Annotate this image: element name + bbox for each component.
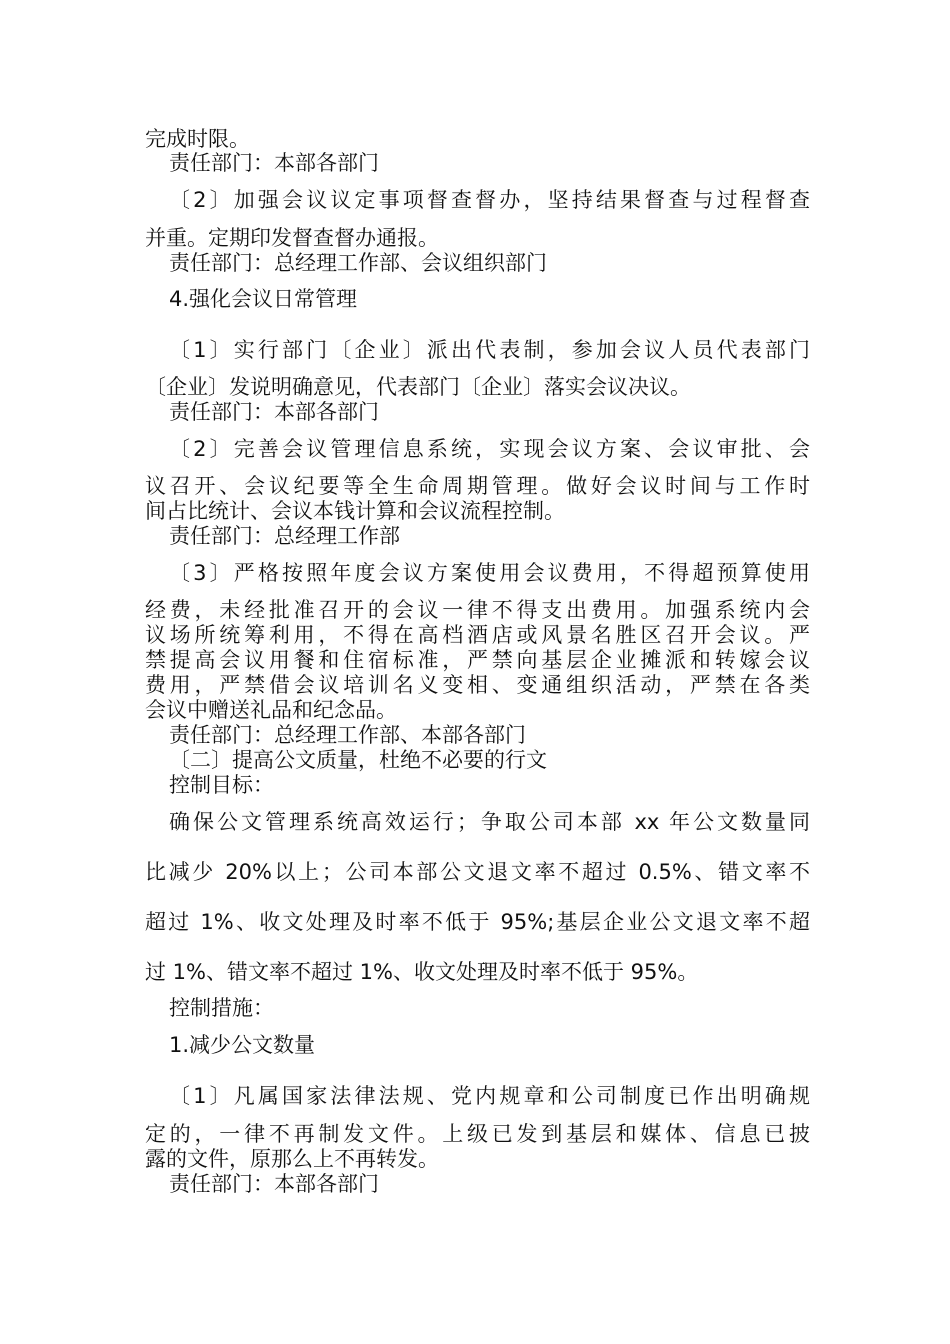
text-line: 控制目标： [169,773,274,797]
text-line: 议场所统筹利用，不得在高档酒店或风景名胜区召开会议。严 [145,623,810,647]
text-line: 〔1〕凡属国家法律法规、党内规章和公司制度已作出明确规 [169,1084,810,1108]
text-line: 控制措施： [169,996,274,1020]
text-line: 间占比统计、会议本钱计算和会议流程控制。 [145,499,565,523]
text-line: 过 1%、错文率不超过 1%、收文处理及时率不低于 95%。 [145,960,699,984]
text-line: 会议中赠送礼品和纪念品。 [145,698,397,722]
text-line: 〔企业〕发说明确意见，代表部门〔企业〕落实会议决议。 [145,375,691,399]
text-line: 完成时限。 [145,127,250,151]
text-line: 责任部门：本部各部门 [169,151,379,175]
text-line: 〔2〕完善会议管理信息系统，实现会议方案、会议审批、会 [169,437,810,461]
text-line: 责任部门：总经理工作部、本部各部门 [169,723,526,747]
section-heading: 1.减少公文数量 [169,1033,316,1057]
text-line: 比减少 20%以上；公司本部公文退文率不超过 0.5%、错文率不 [145,860,810,884]
text-line: 责任部门：本部各部门 [169,400,379,424]
section-heading: 〔二〕提高公文质量，杜绝不必要的行文 [169,748,547,772]
text-line: 〔3〕严格按照年度会议方案使用会议费用，不得超预算使用 [169,561,810,585]
text-line: 责任部门：总经理工作部 [169,524,400,548]
text-line: 露的文件，原那么上不再转发。 [145,1147,439,1171]
text-line: 议召开、会议纪要等全生命周期管理。做好会议时间与工作时 [145,474,810,498]
text-line: 〔2〕加强会议议定事项督查督办，坚持结果督查与过程督查 [169,188,810,212]
text-line: 并重。定期印发督查督办通报。 [145,226,439,250]
text-line: 责任部门：总经理工作部、会议组织部门 [169,251,547,275]
text-line: 定的，一律不再制发文件。上级已发到基层和媒体、信息已披 [145,1122,810,1146]
text-line: 确保公文管理系统高效运行；争取公司本部 xx 年公文数量同 [169,810,810,834]
text-line: 超过 1%、收文处理及时率不低于 95%;基层企业公文退文率不超 [145,910,810,934]
text-line: 〔1〕实行部门〔企业〕派出代表制，参加会议人员代表部门 [169,338,810,362]
text-line: 经费，未经批准召开的会议一律不得支出费用。加强系统内会 [145,598,810,622]
text-line: 禁提高会议用餐和住宿标准，严禁向基层企业摊派和转嫁会议 [145,648,810,672]
text-line: 费用，严禁借会议培训名义变相、变通组织活动，严禁在各类 [145,673,810,697]
section-heading: 4.强化会议日常管理 [169,287,358,311]
text-line: 责任部门：本部各部门 [169,1172,379,1196]
